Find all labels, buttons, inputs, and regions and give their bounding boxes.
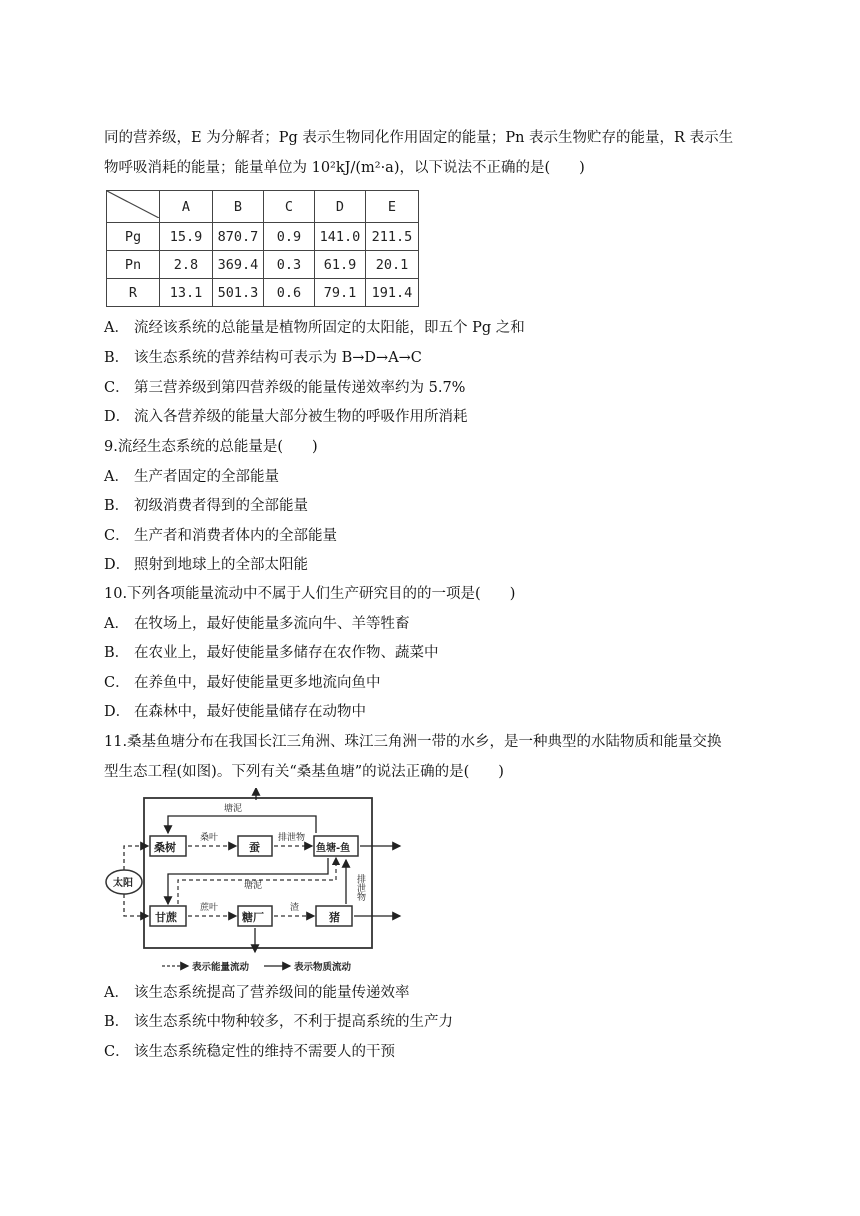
node-sun-label: 太阳 <box>113 878 133 889</box>
legend-energy-label: 表示能量流动 <box>192 962 250 973</box>
table-cell: 191.4 <box>366 279 419 307</box>
table-cell: 0.9 <box>264 223 315 251</box>
sangji-fishpond-diagram <box>104 788 404 974</box>
label-mud-mid: 塘泥 <box>244 881 263 891</box>
q10-option-a: A． 在牧场上，最好使能量多流向牛、羊等牲畜 <box>104 616 410 632</box>
table-cell: 15.9 <box>160 223 213 251</box>
q8-option-b: B． 该生态系统的营养结构可表示为 B→D→A→C <box>104 350 422 366</box>
q9-option-a: A． 生产者固定的全部能量 <box>104 469 279 485</box>
table-row-label: R <box>107 279 160 307</box>
table-cell: 141.0 <box>315 223 366 251</box>
mud-arrow-top <box>168 816 316 833</box>
node-pig-label: 猪 <box>329 911 340 924</box>
node-sugarcane-label: 甘蔗 <box>155 911 177 924</box>
q10-option-c: C． 在养鱼中，最好使能量更多地流向鱼中 <box>104 675 381 691</box>
intro-line-1: 同的营养级，E 为分解者；Pg 表示生物同化作用固定的能量；Pn 表示生物贮存的能量，R 表示生 <box>104 130 734 146</box>
table-cell: 870.7 <box>213 223 264 251</box>
q11-option-a: A． 该生态系统提高了营养级间的能量传递效率 <box>104 985 410 1001</box>
table-cell: 211.5 <box>366 223 419 251</box>
table-cell: 61.9 <box>315 251 366 279</box>
table-header-cell: A <box>160 191 213 223</box>
label-cane-leaf: 蔗叶 <box>200 903 219 913</box>
table-corner-cell <box>107 191 160 223</box>
diagonal-divider <box>107 191 159 218</box>
label-excrement-right: 排泄物 <box>355 874 365 901</box>
node-sugar-mill-label: 糖厂 <box>242 911 264 924</box>
q9-option-c: C． 生产者和消费者体内的全部能量 <box>104 528 337 544</box>
table-cell: 501.3 <box>213 279 264 307</box>
q9-option-b: B． 初级消费者得到的全部能量 <box>104 498 308 514</box>
table-row-label: Pg <box>107 223 160 251</box>
table-header-cell: C <box>264 191 315 223</box>
table-header-cell: D <box>315 191 366 223</box>
q11-option-c: C． 该生态系统稳定性的维持不需要人的干预 <box>104 1044 395 1060</box>
q8-option-c: C． 第三营养级到第四营养级的能量传递效率约为 5.7% <box>104 380 466 396</box>
node-silkworm-label: 蚕 <box>249 841 260 854</box>
q10-option-b: B． 在农业上，最好使能量多储存在农作物、蔬菜中 <box>104 645 439 661</box>
table-row <box>107 223 419 251</box>
table-cell: 0.3 <box>264 251 315 279</box>
table-row <box>107 251 419 279</box>
table-row <box>107 279 419 307</box>
q10-stem: 10.下列各项能量流动中不属于人们生产研究目的的一项是( ) <box>104 586 516 602</box>
q8-option-d: D． 流入各营养级的能量大部分被生物的呼吸作用所消耗 <box>104 409 468 425</box>
table-row-label: Pn <box>107 251 160 279</box>
legend-matter-label: 表示物质流动 <box>294 962 352 973</box>
q11-stem-line-1: 11.桑基鱼塘分布在我国长江三角洲、珠江三角洲一带的水乡，是一种典型的水陆物质和能量交换 <box>104 734 722 750</box>
node-mulberry-label: 桑树 <box>154 841 176 854</box>
q8-option-a: A． 流经该系统的总能量是植物所固定的太阳能，即五个 Pg 之和 <box>104 320 525 336</box>
q10-option-d: D． 在森林中，最好使能量储存在动物中 <box>104 704 366 720</box>
energy-table <box>106 190 419 307</box>
label-mulberry-leaf: 桑叶 <box>200 833 219 843</box>
label-excrement: 排泄物 <box>278 833 306 843</box>
node-fishpond-label: 鱼塘-鱼 <box>316 843 351 854</box>
table-cell: 13.1 <box>160 279 213 307</box>
table-header-cell: E <box>366 191 419 223</box>
table-cell: 369.4 <box>213 251 264 279</box>
label-mud-top: 塘泥 <box>224 804 243 814</box>
q9-option-d: D． 照射到地球上的全部太阳能 <box>104 557 308 573</box>
intro-line-2: 物呼吸消耗的能量；能量单位为 10²kJ/(m²·a)，以下说法不正确的是( ) <box>104 160 585 176</box>
q11-option-b: B． 该生态系统中物种较多，不利于提高系统的生产力 <box>104 1014 453 1030</box>
table-cell: 20.1 <box>366 251 419 279</box>
table-cell: 0.6 <box>264 279 315 307</box>
q9-stem: 9.流经生态系统的总能量是( ) <box>104 439 318 455</box>
table-header-cell: B <box>213 191 264 223</box>
q11-stem-line-2: 型生态工程(如图)。下列有关“桑基鱼塘”的说法正确的是( ) <box>104 764 504 780</box>
table-cell: 79.1 <box>315 279 366 307</box>
table-cell: 2.8 <box>160 251 213 279</box>
table-header-row <box>107 191 419 223</box>
label-residue: 渣 <box>290 903 300 913</box>
